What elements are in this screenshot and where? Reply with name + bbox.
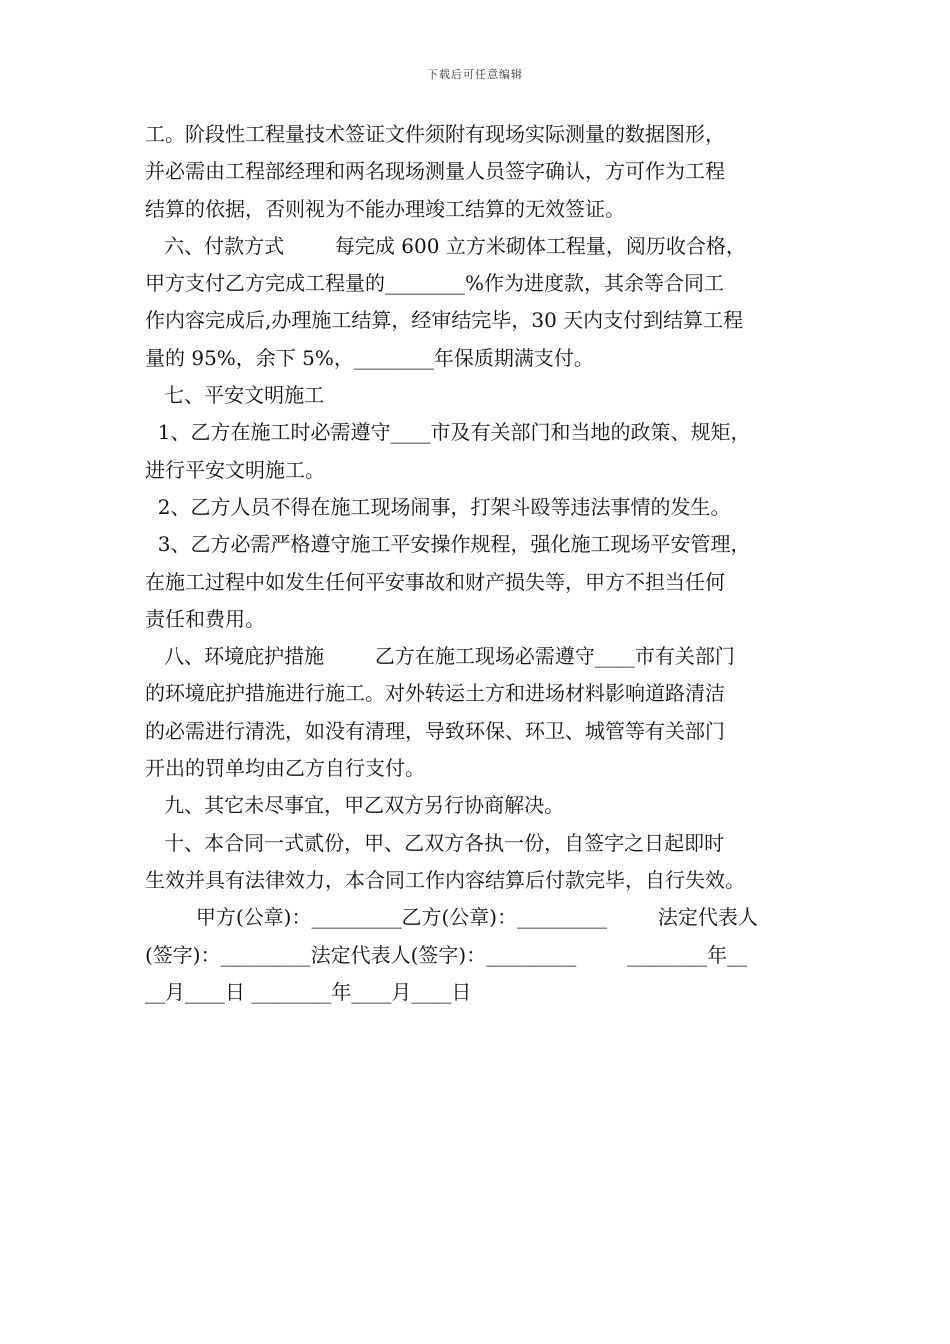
body-line: 的必需进行清洗，如没有清理，导致环保、环卫、城管等有关部门 <box>145 718 725 743</box>
body-line: 作内容完成后,办理施工结算，经审结完毕，30 天内支付到结算工程 <box>145 308 744 333</box>
body-line: 结算的依据，否则视为不能办理竣工结算的无效签证。 <box>145 196 625 221</box>
body-line: 2、乙方人员不得在施工现场闹事，打架斗殴等违法事情的发生。 <box>145 494 731 519</box>
body-line: 工。阶段性工程量技术签证文件须附有现场实际测量的数据图形， <box>145 122 725 146</box>
signature-date-line: __月____日 ________年____月____日 <box>145 979 472 1004</box>
body-line: 1、乙方在施工时必需遵守____市及有关部门和当地的政策、规矩， <box>145 420 751 445</box>
section-environment-line: 八、环境庇护措施 乙方在施工现场必需遵守____市有关部门 <box>145 644 735 669</box>
body-line: 量的 95%，余下 5%，________年保质期满支付。 <box>145 345 594 370</box>
signature-line: 甲方(公章)：_________乙方(公章)：_________ 法定代表人 <box>145 905 758 930</box>
body-line: 并必需由工程部经理和两名现场测量人员签字确认，方可作为工程 <box>145 159 725 184</box>
contract-body <box>145 116 825 1011</box>
body-line: 在施工过程中如发生任何平安事故和财产损失等，甲方不担当任何 <box>145 569 725 594</box>
signature-line: (签字)：_________法定代表人(签字)：_________ ________年__ <box>145 942 748 967</box>
body-line: 开出的罚单均由乙方自行支付。 <box>145 756 425 781</box>
body-line: 3、乙方必需严格遵守施工平安操作规程，强化施工现场平安管理， <box>145 532 751 557</box>
body-line: 生效并具有法律效力，本合同工作内容结算后付款完毕，自行失效。 <box>145 867 745 892</box>
section-safety-heading: 七、平安文明施工 <box>145 383 325 408</box>
page-header: 下载后可任意编辑 <box>427 68 523 81</box>
section-copies-line: 十、本合同一式贰份，甲、乙双方各执一份，自签字之日起即时 <box>145 830 725 855</box>
body-line: 的环境庇护措施进行施工。对外转运土方和进场材料影响道路清洁 <box>145 681 725 706</box>
body-line: 责任和费用。 <box>145 606 265 631</box>
body-line: 甲方支付乙方完成工程量的________%作为进度款，其余等合同工 <box>145 271 725 296</box>
body-line: 进行平安文明施工。 <box>145 457 325 482</box>
section-payment-line: 六、付款方式 每完成 600 立方米砌体工程量，阅历收合格， <box>145 233 746 258</box>
section-other-line: 九、其它未尽事宜，甲乙双方另行协商解决。 <box>145 793 565 818</box>
